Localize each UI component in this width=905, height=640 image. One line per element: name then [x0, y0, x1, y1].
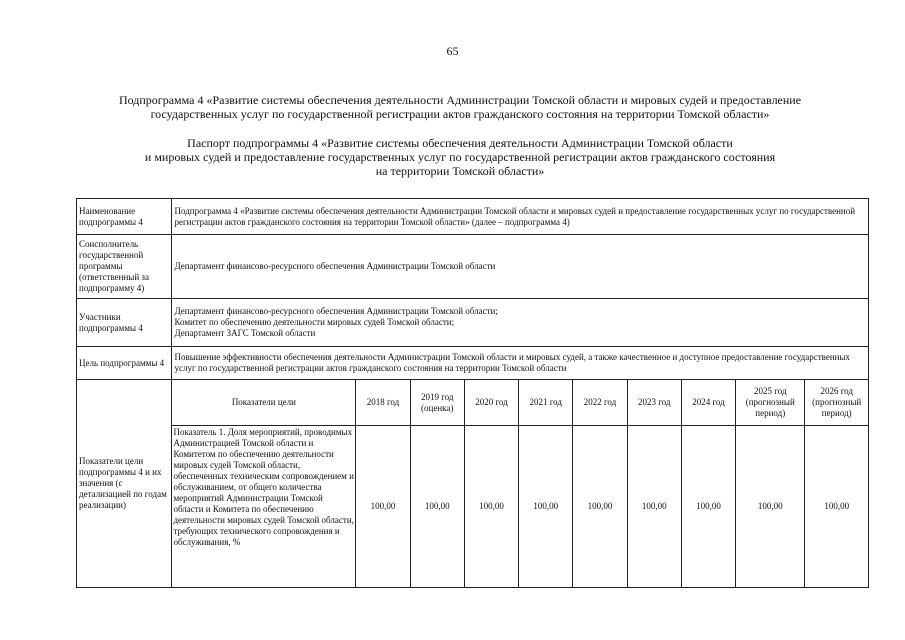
row-label-goal: Цель подпрограммы 4 [77, 347, 172, 380]
table-row [77, 347, 869, 380]
indicator-1-value: 100,00 [464, 426, 518, 588]
participant-item: Департамент ЗАГС Томской области [174, 328, 316, 338]
year-header: 2024 год [681, 380, 735, 426]
subprogram-title-line: государственных услуг по государственной регистрации актов гражданского состояния на территории Томской области» [150, 107, 770, 121]
indicator-1-value: 100,00 [805, 426, 869, 588]
year-header: 2026 год (прогнозный период) [805, 380, 869, 426]
row-label-coexecutor: Соисполнитель государственной программы (ответственный за подпрограмму 4) [77, 235, 172, 299]
passport-title-line: Паспорт подпрограммы 4 «Развитие системы обеспечения деятельности Администрации Томской области [187, 136, 733, 150]
participant-item: Департамент финансово-ресурсного обеспечения Администрации Томской области; [174, 306, 498, 316]
table-row [77, 199, 869, 235]
year-header: 2023 год [627, 380, 681, 426]
year-header: 2021 год [519, 380, 573, 426]
indicator-1-value: 100,00 [356, 426, 410, 588]
indicator-1-value: 100,00 [736, 426, 805, 588]
row-label-name: Наименование подпрограммы 4 [77, 199, 172, 235]
indicator-1-value: 100,00 [627, 426, 681, 588]
row-value-goal: Повышение эффективности обеспечения деятельности Администрации Томской области и мировых судей, а также качественное и доступное предоставление государственных услуг по государственной регистрации актов гражданского состояния на территории Томской области [172, 347, 869, 380]
year-header: 2018 год [356, 380, 410, 426]
year-header: 2020 год [464, 380, 518, 426]
indicator-1-value: 100,00 [573, 426, 627, 588]
row-label-indicators: Показатели цели подпрограммы 4 и их значения (с детализацией по годам реализации) [77, 380, 172, 588]
participant-item: Комитет по обеспечению деятельности мировых судей Томской области; [174, 317, 455, 327]
indicator-1-value: 100,00 [681, 426, 735, 588]
indicator-1-value: 100,00 [519, 426, 573, 588]
indicator-1-value: 100,00 [410, 426, 464, 588]
subprogram-title [40, 93, 880, 121]
passport-title-line: на территории Томской области» [375, 164, 545, 178]
table-row [77, 235, 869, 299]
table-row [77, 380, 869, 426]
table-row [77, 426, 869, 588]
subprogram-title-line: Подпрограмма 4 «Развитие системы обеспечения деятельности Администрации Томской области и мировых судей и предоставление [118, 93, 802, 107]
passport-title [40, 136, 880, 178]
year-header: 2025 год (прогнозный период) [736, 380, 805, 426]
year-header: 2019 год (оценка) [410, 380, 464, 426]
table-row [77, 299, 869, 347]
passport-title-line: и мировых судей и предоставление государственных услуг по государственной регистрации актов гражданского состояния [144, 150, 776, 164]
row-value-participants [172, 299, 869, 347]
passport-table [76, 198, 869, 588]
indicator-1-text: Показатель 1. Доля мероприятий, проводимых Администрацией Томской области и Комитетом по обеспечению деятельности мировых судей Томской области, обеспеченных техническим сопровождением и обслуживанием, от общего количества мероприятий Администрации Томской области и Комитета по обеспечению деятельности мировых судей Томской области, требующих технического сопровождения и обслуживания, % [172, 426, 356, 588]
indicators-column-header: Показатели цели [172, 380, 356, 426]
row-label-participants: Участники подпрограммы 4 [77, 299, 172, 347]
year-header: 2022 год [573, 380, 627, 426]
page-number: 65 [446, 44, 459, 58]
row-value-coexecutor: Департамент финансово-ресурсного обеспечения Администрации Томской области [172, 235, 869, 299]
row-value-name: Подпрограмма 4 «Развитие системы обеспечения деятельности Администрации Томской области и мировых судей и предоставление государственных услуг по государственной регистрации актов гражданского состояния на территории Томской области» (далее – подпрограмма 4) [172, 199, 869, 235]
